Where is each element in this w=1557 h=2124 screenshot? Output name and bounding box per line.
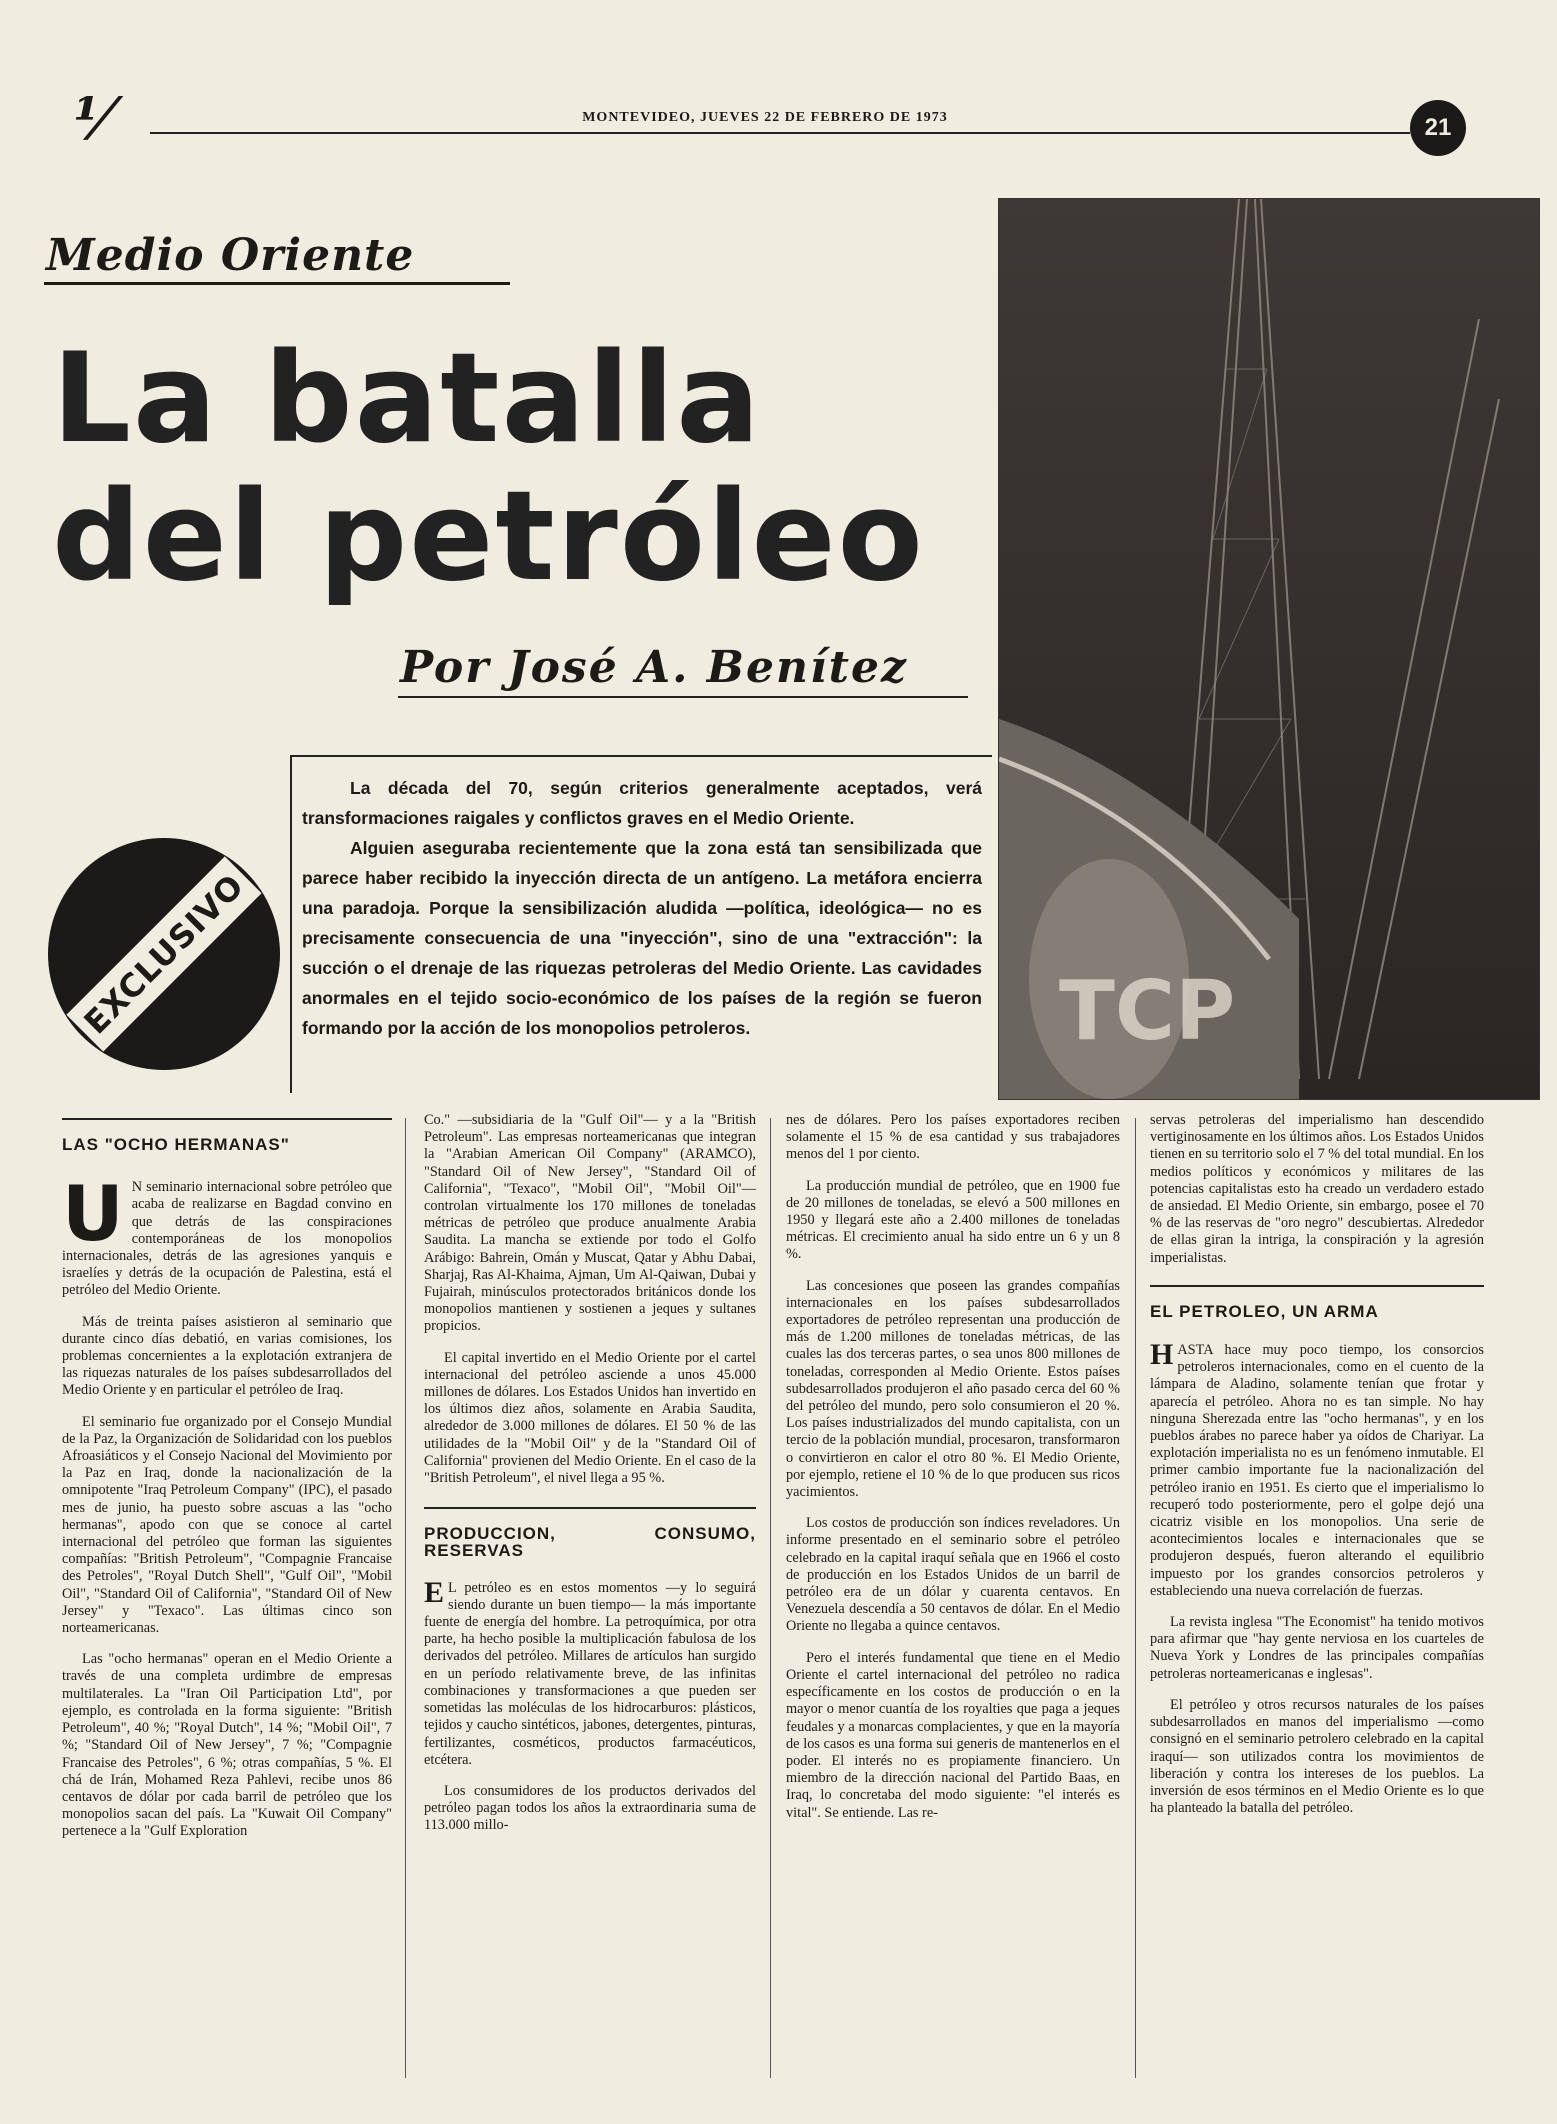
col4-paragraph: La revista inglesa "The Economist" ha tenido motivos para afirmar que "hay gente nerviosa en los cuarteles de Nueva York y Londres de las principales compañías petroleras norteamericanas e inglesas". (1150, 1614, 1484, 1682)
drop-cap: U (62, 1169, 124, 1259)
col2-drop-text: L petróleo es en estos momentos —y lo seguirá siendo durante un buen tiempo— la más importante fuente de energía del hombre. La petroquímica, por otra parte, ha hecho posible la multiplicación fabulosa de los derivados del petróleo. Millares de artículos han surgido en un período relativamente breve, de las infinitas combinaciones y transformaciones a que pueden ser sometidas las moléculas de los hidrocarburos: plásticos, tejidos y caucho sintéticos, jabones, detergentes, pinturas, fertilizantes, cosméticos, productos farmacéuticos, etcétera. (424, 1579, 756, 1768)
section-title: Medio Oriente (46, 230, 415, 281)
col3-paragraph: nes de dólares. Pero los países exportadores reciben solamente el 15 % de esa cantidad y sus trabajadores menos del 1 por ciento. (786, 1112, 1120, 1163)
oil-derrick-photo (998, 198, 1540, 1100)
col2-paragraph: Co." —subsidiaria de la "Gulf Oil"— y a la "British Petroleum". Las empresas norteamericanas que integran la "Arabian American Oil Company" (ARAMCO), "Standard Oil of New Jersey", "Standard Oil of California", "Texaco", "Mobil Oil", "Mobil Oil"— controlan virtualmente los 170 millones de toneladas métricas de petróleo que produce anualmente Arabia Saudita. La mancha se extiende por todo el Golfo Arábigo: Bahrein, Omán y Muscat, Qatar y Abhu Dabai, Sharjaj, Ras Al-Khaima, Ajman, Um Al-Qaiwan, Dubai y Fujairah, minúsculos protectorados británicos donde los monopolios mantienen y sostienen a jeques y sultanes propicios. (424, 1112, 756, 1335)
column-divider-2 (770, 1118, 771, 2078)
subhead-produccion: PRODUCCION, CONSUMO, RESERVAS (424, 1507, 756, 1559)
section-rule (44, 282, 510, 285)
column-4 (1150, 1112, 1484, 1831)
headline-line-1: La batalla (52, 327, 762, 471)
date-line: MONTEVIDEO, JUEVES 22 DE FEBRERO DE 1973 (582, 110, 948, 125)
small-cap: E (424, 1575, 445, 1609)
col4-paragraph: El petróleo y otros recursos naturales de los países subdesarrollados en manos del imperialismo —como consignó en el seminario petrolero celebrado en la capital iraquí— son utilizados contra los movimientos de liberación y contra los intereses de los pueblos. La inversión de esos términos en el Medio Oriente es lo que ha planteado la batalla del petróleo. (1150, 1696, 1484, 1817)
headline (52, 327, 972, 609)
lead-sentence-2: Alguien aseguraba recientemente que la zona está tan sensibilizada que parece haber recibido la inyección directa de un antígeno. La metáfora encierra una paradoja. Porque la sensibilización aludida —política, ideológica— no es precisamente consecuencia de una "inyección", sino de una "extracción": la succión o el drenaje de las riquezas petroleras del Medio Oriente. Las cavidades anormales en el tejido socio-económico de los países de la región se fueron formando por la acción de los monopolios petroleros. (302, 838, 982, 1038)
column-3 (786, 1112, 1120, 1836)
exclusive-band (66, 856, 261, 1051)
page-number: 21 (1410, 100, 1466, 156)
col2-paragraph: El capital invertido en el Medio Oriente por el cartel internacional del petróleo asciende a unos 45.000 millones de dólares. Los Estados Unidos han invertido en los últimos diez años, solamente en Arabia Saudita, alrededor de 3.000 millones de dólares. El 50 % de las utilidades de la "Mobil Oil" y de la "Standard Oil of California" provienen del Medio Oriente. En el caso de la "British Petroleum", el nivel llega a 95 %. (424, 1349, 756, 1487)
col2-drop-paragraph (424, 1575, 756, 1769)
header-rule (150, 132, 1410, 134)
lead-paragraph (302, 773, 982, 1043)
col4-paragraph: servas petroleras del imperialismo han descendido vertiginosamente en los últimos años. Los Estados Unidos tienen en su territorio solo el 7 % del total mundial. En los medios políticos y económicos y militares de las potencias capitalistas esto ha creado un verdadero estado de ansiedad. El Medio Oriente, sin embargo, posee el 70 % de las reservas de "oro negro" descubiertas. Alrededor de ellas giran la intriga, la conspiración y la agresión imperialistas. (1150, 1112, 1484, 1266)
small-cap: H (1150, 1338, 1174, 1372)
col1-first-paragraph (62, 1169, 392, 1299)
column-divider-3 (1135, 1118, 1136, 2078)
byline: Por José A. Benítez (400, 642, 908, 693)
col1-paragraph: Más de treinta países asistieron al seminario que durante cinco días debatió, en varias comisiones, los problemas concernientes a la explotación extranjera de las riquezas naturales de los países subdesarrollados del Medio Oriente y en particular el petróleo de Iraq. (62, 1313, 392, 1399)
column-divider-1 (405, 1118, 406, 2078)
col1-paragraph: El seminario fue organizado por el Consejo Mundial de la Paz, la Organización de Solidaridad con los pueblos Afroasiáticos y el Consejo Nacional del Movimiento por la Paz en Iraq, donde la nacionalización de la omnipotente "Iraq Petroleum Company" (IPC), el pasado mes de junio, ha puesto sobre ascuas a las "ocho hermanas", apodo con que se conoce al cartel internacional del petróleo que forman las siguientes compañías: "British Petroleum", "Compagnie Francaise des Petroles", "Royal Dutch Shell", "Gulf Oil", "Mobil Oil", "Standard Oil of California", "Standard Oil of New Jersey" y "Texaco". Las últimas cinco son norteamericanas. (62, 1413, 392, 1637)
subhead-ocho-hermanas: LAS "OCHO HERMANAS" (62, 1118, 392, 1153)
col3-paragraph: Los costos de producción son índices reveladores. Un informe presentado en el seminario sobre el petróleo celebrado en la capital iraquí señala que en 1966 el costo de producción en los Estados Unidos de un barril de petróleo era de un dólar y cuarenta centavos. En Venezuela descendía a 50 centavos de dólar. En el Medio Oriente no llegaba a quince centavos. (786, 1515, 1120, 1635)
col3-paragraph: Pero el interés fundamental que tiene en el Medio Oriente el cartel internacional del petróleo no radica específicamente en los costos de producción o en la mayor o menor cuantía de los royalties que paga a jeques feudales y a monarcas complacientes, y que en la mayoría de los casos es una forma sui generis de mantenerlos en el poder. El interés no es propiamente financiero. Un miembro de la dirección nacional del Partido Baas, en Iraq, lo concretaba del modo siguiente: "el interés es vital". Se entiende. Las re- (786, 1649, 1120, 1821)
byline-rule (398, 696, 968, 698)
col4-drop-paragraph (1150, 1338, 1484, 1600)
col4-drop-text: ASTA hace muy poco tiempo, los consorcios petroleros internacionales, como en el cuento de la lámpara de Aladino, solamente tenían que frotar y aparecía el petróleo. Ahora no es tan simple. No hay ninguna Sherezada entre las "ocho hermanas", y en los pueblos árabes no parece haber ya oídos de Chariyar. La explotación imperialista no es un fenómeno inmutable. El primer cambio importante fue la nacionalización del petróleo iranio en 1951. Es cierto que el imperialismo lo recuperó todo posteriormente, pero el golpe dejó una cicatriz visible en los monopolios. Una serie de acontecimientos locales e internacionales que se produjeron después, fueron alterando el equilibrio impuesto por los grandes consorcios petroleros y estableciendo una nueva correlación de fuerzas. (1150, 1342, 1484, 1599)
column-2 (424, 1112, 756, 1849)
lead-sentence-1: La década del 70, según criterios generalmente aceptados, verá transformaciones raigales y conflictos graves en el Medio Oriente. (302, 778, 982, 828)
col3-paragraph: Las concesiones que poseen las grandes compañías internacionales en los países subdesarrollados exportadores de petróleo representan una producción de más de 1.200 millones de toneladas métricas, de las cuales las dos terceras partes, o sea unos 800 millones de toneladas, corresponden al Medio Oriente. Estos países subdesarrollados produjeron el año pasado cerca del 60 % del petróleo del mundo, pero solo consumieron el 20 %. Los países industrializados del mundo capitalista, con un tercio de la población mundial, procesaron, transformaron o convirtieron en calor el otro 80 %. El Medio Oriente, por ejemplo, retiene el 10 % de lo que producen sus ricos yacimientos. (786, 1277, 1120, 1501)
exclusive-stamp (48, 838, 280, 1070)
col1-first-text: N seminario internacional sobre petróleo que acaba de realizarse en Bagdad convino en que detrás de las conspiraciones contemporáneas de los monopolios internacionales, detrás de las agresiones yanquis e israelíes y detrás de la ocupación de Palestina, está el petróleo del Medio Oriente. (62, 1179, 392, 1299)
exclusive-label: EXCLUSIVO (76, 866, 252, 1042)
headline-line-2: del petróleo (52, 465, 925, 609)
col2-paragraph: Los consumidores de los productos derivados del petróleo pagan todos los años la extraordinaria suma de 113.000 millo- (424, 1782, 756, 1834)
column-1 (62, 1118, 392, 1855)
col1-paragraph: Las "ocho hermanas" operan en el Medio Oriente a través de una completa urdimbre de empresas multilaterales. La "Iran Oil Participation Ltd", por ejemplo, es controlada en la forma siguiente: "British Petroleum", 40 %; "Royal Dutch", 14 %; "Mobil Oil", 7 %; "Standard Oil of New Jersey", 7 %; "Compagnie Francaise des Petroles", 6 %; otras compañías, 5 %. El chá de Irán, Mohamed Reza Pahlevi, recibe unos 86 centavos de dólar por cada barril de petróleo que los monopolios sacan del país. La "Kuwait Oil Company" pertenece a la "Gulf Exploration (62, 1651, 392, 1840)
subhead-petroleo-arma: EL PETROLEO, UN ARMA (1150, 1285, 1484, 1320)
photo-graphic (999, 199, 1539, 1099)
col3-paragraph: La producción mundial de petróleo, que en 1900 fue de 20 millones de toneladas, se elevó a 500 millones en 1950 y llegará este año a 2.400 millones de toneladas métricas. El crecimiento anual ha sido entre un 6 y un 8 %. (786, 1177, 1120, 1263)
newspaper-logo: ⅟ (64, 85, 115, 153)
photo-sign: TCP (1059, 964, 1236, 1059)
